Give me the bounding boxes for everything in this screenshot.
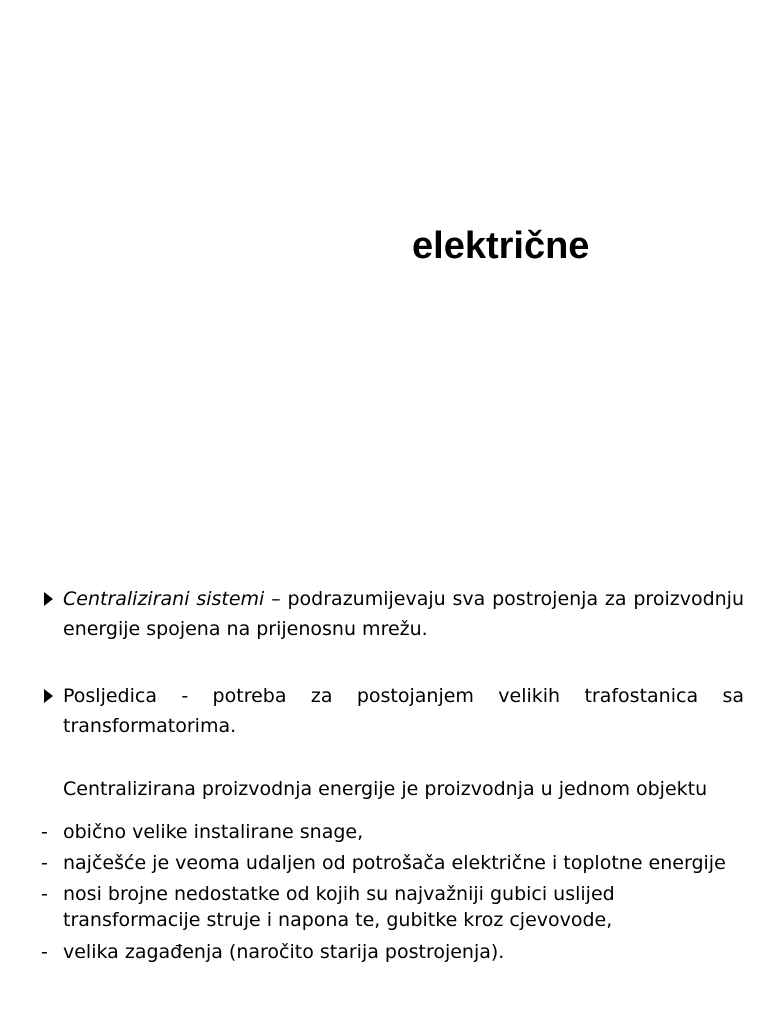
list-item-text: velika zagađenja (naročito starija postrojenja). bbox=[63, 941, 505, 963]
slide-title: električne bbox=[412, 225, 590, 267]
list-item-text: nosi brojne nedostatke od kojih su najvažniji gubici uslijed transformacije struje i napona te, gubitke kroz cjevovode, bbox=[63, 883, 615, 931]
dash-marker: - bbox=[41, 941, 48, 963]
list-item bbox=[40, 937, 744, 967]
triangle-bullet-icon bbox=[44, 689, 53, 703]
dash-marker: - bbox=[41, 883, 48, 905]
dash-marker: - bbox=[41, 821, 48, 843]
bullet-centralized-systems bbox=[40, 584, 744, 644]
triangle-bullet-icon bbox=[44, 592, 53, 606]
list-item bbox=[40, 848, 744, 878]
list-item bbox=[40, 817, 744, 847]
list-item bbox=[40, 881, 744, 933]
bullet-emphasis: Centralizirani sistemi bbox=[63, 588, 265, 610]
slide-content bbox=[40, 584, 744, 968]
bullet-body: Posljedica - potreba za postojanjem velikih trafostanica sa transformatorima. bbox=[63, 685, 744, 737]
list-item-text: najčešće je veoma udaljen od potrošača električne i toplotne energije bbox=[63, 852, 726, 874]
intro-paragraph: Centralizirana proizvodnja energije je proizvodnja u jednom objektu bbox=[63, 778, 708, 800]
bullet-consequence bbox=[40, 681, 744, 741]
bullet-text bbox=[63, 588, 744, 640]
list-item-text: obično velike instalirane snage, bbox=[63, 821, 364, 843]
dash-marker: - bbox=[41, 852, 48, 874]
bullet-body: – podrazumijevaju sva postrojenja za proizvodnju energije spojena na prijenosnu mrežu. bbox=[63, 588, 744, 640]
characteristics-list bbox=[40, 817, 744, 967]
